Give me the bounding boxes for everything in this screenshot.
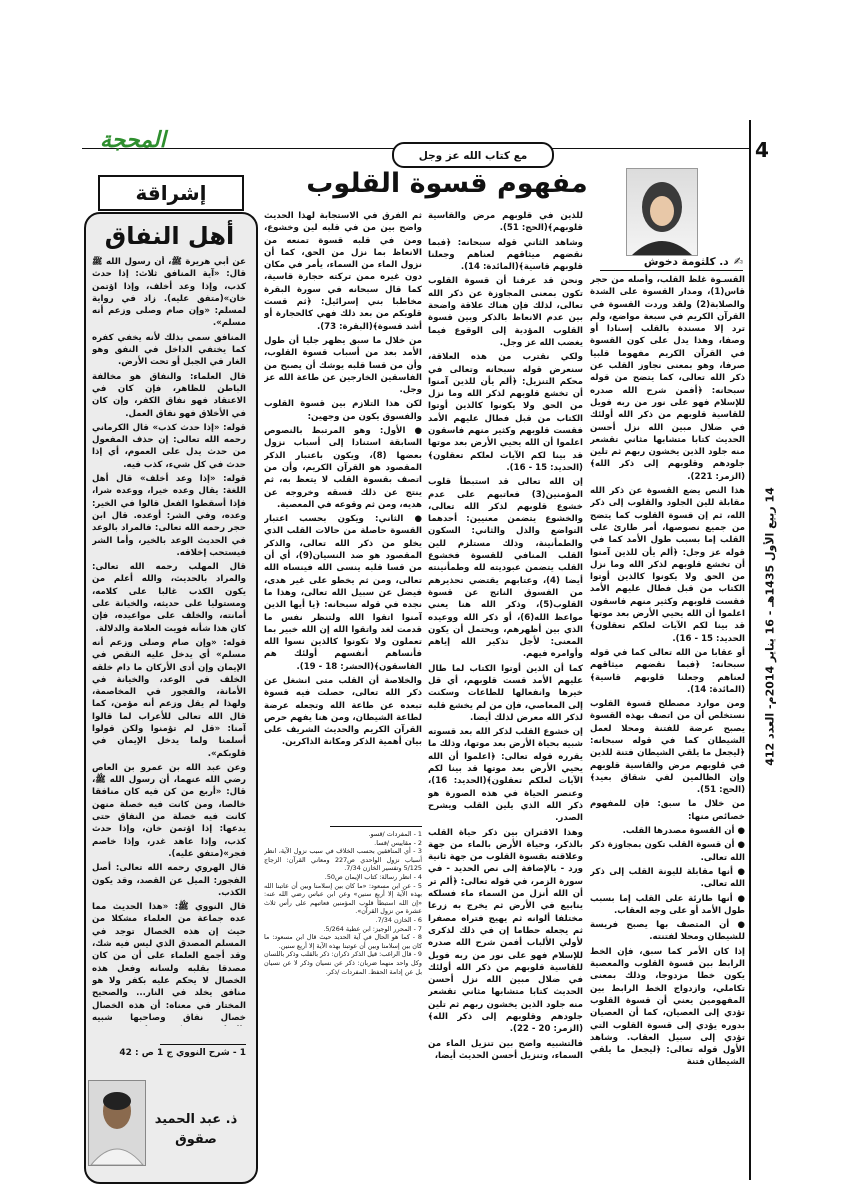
paragraph: من خلال ما سبق يظهر جليا أن طول الأمد بعد من أسباب قسوة القلوب، وأن من قسا قلبه يوشك أن يصبح من الفاسقين الخارجين عن طاعة الله عز وجل. bbox=[264, 335, 422, 396]
sidebar-footnote: 1 - شرح النووي ج 1 ص : 42 bbox=[119, 1048, 246, 1058]
sidebar-paragraph: قوله: «إذا وعد أخلف» قال أهل اللغة: يقال وعده خيرا، ووعده شرا، فإذا أسقطوا الفعل قالوا في الخير: وعده، وفي الشر: أوعده. قال ابن حجر رحمه الله تعالى: فالمراد بالوعد في الحديث الوعد بالخير، وأما الشر فيستحب إخلافه. bbox=[92, 474, 246, 558]
sidebar-paragraph: قوله: «إذا حدث كذب» قال الكرماني رحمه الله تعالى: إن حذف المفعول من حدث يدل على العموم، أي إذا حدث في كل شيء، كذب فيه. bbox=[92, 422, 246, 470]
paragraph: ومن موارد مصطلح قسوة القلوب نستخلص أن من اتصف بهذه القسوة يصبح عرضة للفتنة ومحلا لعمل الشيطان كما في قوله سبحانه: ﴿ليجعل ما يلقي الشيطان فتنة للذين في قلوبهم مرض والقاسية قلوبهم وإن الظالمين لفي شقاق بعيد﴾(الحج: 51). bbox=[590, 699, 745, 796]
sidebar-paragraph: المنافق سمي بذلك لأنه يخفي كفره كما يختفي الداخل في النفق وهو الغار في الجبل أو تحت الأرض. bbox=[92, 332, 246, 368]
author-byline bbox=[600, 250, 743, 271]
sidebar-paragraph: قال النووي ﷺ: «هذا الحديث مما عده جماعة من العلماء مشكلا من حيث إن هذه الخصال توجد في المسلم المصدق الذي ليس فيه شك، وقد أجمع العلماء على أن من كان مصدقا بقلبه ولسانه وفعل هذه الخصال لا يحكم عليه بكفر ولا هو منافق يخلد في النار... والصحيح المختار في معناه: أن هذه الخصال خصال نفاق وصاحبها شبيه bbox=[92, 902, 246, 1023]
page-rule-vertical bbox=[749, 120, 751, 1180]
sidebar-title: أهل النفاق bbox=[104, 222, 235, 250]
list-item: ● أن المتصف بها يصبح فريسة للشيطان ومحلا لفتنته. bbox=[590, 920, 745, 943]
sidebar-paragraph: قال العلماء: والنفاق هو مخالفة الباطن للظاهر، فإن كان في الاعتقاد فهو نفاق الكفر، وإن كان في الأخلاق فهو نفاق العمل. bbox=[92, 371, 246, 419]
list-item: ● أن قسوة القلب تكون بمجاوزة ذكر الله تعالى. bbox=[590, 840, 745, 863]
paragraph: فالتشبيه واضح بين تنزيل الماء من السماء، وتنزيل أحسن الحديث أيضا، bbox=[428, 1038, 583, 1061]
paragraph: كما أن الذين أوتوا الكتاب لما طال عليهم الأمد قست قلوبهم، أي قل خيرها وانفعالها للطاعات وسكنت إلى المعاصي، فإن من لم يخشع قلبه لذكر الله معرض لذلك أيضا. bbox=[428, 663, 583, 723]
section-label: المحجة bbox=[100, 128, 166, 153]
paragraph: ونحن قد عرفنا أن قسوة القلوب تكون بمعنى المجاوزة عن ذكر الله تعالى، لذلك فإن هناك علاقة واضحة بين عدم الانعاظ بالذكر وبين قسوة القلوب المؤدية إلى الوقوع فيما يغضب الله عز وجل. bbox=[428, 276, 583, 348]
paragraph: هذا النص يضع القسوة عن ذكر الله مقابلة للين الجلود والقلوب إلى ذكر الله، ثم إن قسوة القلوب كما يتضح من جميع نصوصها، أمر طارئ على القلب إما بسبب طول الأمد كما في قوله عز وجل: ﴿ألم يأن للذين آمنوا أن تخشع قلوبهم لذكر الله وما نزل من الحق ولا يكونوا كالذين أوتوا الكتاب من قبل فطال عليهم الأمد فقست قلوبهم وكثير منهم فاسقون اعلموا أن الله يحيي الأرض بعد موتها قد بينا لكم الآيات لعلكم تعقلون﴾ الحديد: 15 - 16). bbox=[590, 486, 745, 644]
sidebar-author-photo bbox=[88, 1080, 146, 1166]
paragraph: والخلاصة أن القلب متى انشغل عن ذكر الله تعالى، حصلت فيه قسوة تبعده عن طاعة الله وتجعله عرضة لطاعة الشيطان، ومن هنا يفهم حرص القرآن الكريم والحديث الشريف على بيان أهمية الذكر ومكانة الذاكرين. bbox=[264, 675, 422, 748]
footnotes-rule bbox=[330, 826, 422, 827]
series-banner bbox=[392, 142, 554, 168]
sidebar-paragraph: قال المهلب رحمه الله تعالى: والمراد بالحديث، والله أعلم من يكون الكذب غالبا على كلامه، ومستوليا على حديثه، والخيانة على أمانته، والخلف على مواعيده، فإن كان هذا شأنه فويت العلامة والدلالة. bbox=[92, 562, 246, 634]
list-item: ● أن القسوة مصدرها القلب. bbox=[622, 826, 745, 837]
list-item: ● الثاني: ويكون بحسب اعتبار القسوة حاصلة من حالات القلب الذي يخلو من ذكر الله تعالى، والذكر المقصود هو ضد النسيان(9)، أي أن من قسا قلبه ينسى الله فينساه الله تعالى، ومن ثم يخطو على غير هدى، فيضل عن سبيل الله تعالى، وهذا ما نجده في قوله سبحانه: ﴿يا أيها الذين آمنوا اتقوا الله ولتنظر نفس ما قدمت لغد واتقوا الله إن الله خبير بما تعملون ولا تكونوا كالذين نسوا الله فأنساهم أنفسهم أولئك هم الفاسقون﴾(الحشر: 18 - 19). bbox=[264, 514, 422, 672]
page-number: 4 bbox=[755, 138, 769, 162]
article-column-3 bbox=[264, 210, 422, 820]
article-column-2 bbox=[428, 210, 583, 1185]
paragraph: للذين في قلوبهم مرض والقاسية قلوبهم﴾(الحج: 51). bbox=[428, 211, 583, 234]
portrait-icon bbox=[627, 169, 697, 255]
sidebar-logo: إشراقة bbox=[135, 181, 207, 205]
paragraph: القسـوة غلظ القلب، وأصله من حجر قاس(1)، ومدار القسوة على الشدة والصلابة(2) ولقد وردت القسوة في القرآن الكريم في سبعة مواضع، ولم ترد إلا مسندة بالقلب إسنادا أو وصفا، وهذا يدل على كون القسوة في القرآن الكريم مفهوما قلبيا صرفا، وهو بمعنى نجاوز القلب عن ذكر الله تعالى، كما يتضح من قوله سبحانه: ﴿أفمن شرح الله صدره للإسلام فهو على نور من ربه فويل للقاسية قلوبهم من ذكر الله أولئك في ضلال مبين الله نزل أحسن الحديث كتابا متشابها مثاني تقشعر منه جلود الذين يخشون ربهم ثم تلين جلودهم وقلوبهم إلى ذكر الله﴾(الزمر: 221). bbox=[590, 275, 745, 482]
list-item: ● أنها مقابلة لليونة القلب إلى ذكر الله تعالى. bbox=[590, 866, 745, 890]
paragraph: ثم الفرق في الاستجابة لهذا الحديث واضح بين من في قلبه لين وخشوع، ومن في قلبه قسوة تمنعه من الانعاظ بما نزل من الحق، كما أن نزول الماء من السماء، يأمر في مكان دون غيره ممن تركته حجارة قاسية، كما قال سبحانه في سورة البقرة مخاطبا بني إسرائيل: ﴿ثم قست قلوبكم من بعد ذلك فهي كالحجارة أو أشد قسوة﴾(البقرة: 73). bbox=[264, 211, 422, 332]
paragraph: إن خشوع القلب لذكر الله بعد قسوته شبيه بحياة الأرض بعد موتها، وذلك ما يقرره قوله تعالى: ﴿اعلموا أن الله يحيي الأرض بعد موتها قد بينا لكم الآيات لعلكم تعقلون﴾(الحديد: 16)، وعنصر الحياة في هذه الصورة هو ذكر الله الذي يلين القلب ويشرح الصدر. bbox=[428, 727, 583, 824]
sidebar-paragraph: عن أبي هريرة ﷺ، أن رسول الله ﷺ قال: «آية المنافق ثلاث: إذا حدث كذب، وإذا وعد أخلف، وإذا اؤتمن خان»(متفق عليه). زاد في رواية لمسلم: «وإن صام وصلى وزعم أنه مسلم». bbox=[92, 257, 246, 329]
list-item: ● الأول: وهو المرتبط بالنصوص السابقة استنادا إلى أسباب نزول بعضها (8)، ويكون باعتبار الذكر المقصود هو القرآن الكريم، وأن من اتصف بقسوة القلب لا يتعظ به، ثم ينتج عن ذلك فسقه وخروجه عن هديه، ومن ثم وقوعه في المعصية. bbox=[264, 426, 422, 510]
main-title: مفهوم قسوة القلوب bbox=[306, 168, 588, 199]
sidebar-paragraph: قوله: «وإن صام وصلى وزعم أنه مسلم» أي يدخل عليه النقص في الإيمان وإن أدى الأركان ما دام خلقه الخلف في الوعد، والخيانة في الأمانة، والفجور في المخاصمة، ولهذا لم يقل وزعم أنه مؤمن، كما قال الله تعالى للأعراب لما قالوا آمنا: «قل لم تؤمنوا ولكن قولوا أسلمنا ولما يدخل الإيمان في قلوبكم». bbox=[92, 637, 246, 759]
sidebar-paragraph: وعن عبد الله بن عمرو بن العاص رضي الله عنهما، أن رسول الله ﷺ، قال: «أربع من كن فيه كان منافقا خالصا، ومن كانت فيه خصلة منهن كانت فيه خصلة من النفاق حتى يدعها: إذا اؤتمن خان، وإذا حدث كذب، وإذا عاهد غدر، وإذا خاصم فجر»(متفق عليه). bbox=[92, 762, 246, 859]
pen-icon: ✍ bbox=[733, 255, 743, 268]
paragraph: وهذا الاقتران بين ذكر حياة القلب بالذكر، وحياة الأرض بالماء من جهة وعلاقته بقسوة القلوب من جهة ثانية ورد - بالإضافة إلى نص الحديد - في سورة الزمر، في قوله تعالى: ﴿ألم تر أن الله أنزل من السماء ماء فسلكه ينابيع في الأرض ثم يخرج به زرعا مختلفا ألوانه ثم يهيج فتراه مصفرا ثم يجعله حطاما إن في ذلك لذكرى لأولي الألباب أفمن شرح الله صدره للإسلام فهو على نور من ربه فويل للقاسية قلوبهم من ذكر الله أولئك في ضلال مبين الله نزل أحسن الحديث كتابا متشابها مثاني تقشعر منه جلود الذين يخشون ربهم ثم تلين جلودهم وقلوبهم إلى ذكر الله﴾(الزمر: 20 - 22). bbox=[428, 827, 583, 1035]
paragraph: أو عقابا من الله تعالى كما في قوله سبحانه: ﴿فبما نقضهم ميثاقهم لعناهم وجعلنا قلوبهم قاسية﴾ (المائدة: 14). bbox=[590, 647, 745, 695]
paragraph: وشاهد الثاني قوله سبحانه: ﴿فبما نقضهم ميثاقهم لعناهم وجعلنا قلوبهم قاسية﴾(المائدة: 14). bbox=[428, 237, 583, 273]
paragraph: لكن هذا التلازم بين قسوة القلوب والفسوق يكون من وجهين: bbox=[264, 399, 422, 422]
series-banner-text: مع كتاب الله عز وجل bbox=[418, 150, 528, 162]
paragraph: ولكي نقترب من هذه العلاقة، سنعرض قوله سبحانه وتعالى في محكم التنزيل: ﴿ألم يأن للذين آمنوا أن تخشع قلوبهم لذكر الله وما نزل من الحق ولا يكونوا كالذين أوتوا الكتاب من قبل فطال عليهم الأمد فقست قلوبهم وكثير منهم فاسقون اعلموا أن الله يحيي الأرض بعد موتها قد بينا لكم الآيات لعلكم تعقلون﴾ (الحديد: 15 - 16). bbox=[428, 352, 583, 473]
portrait-icon bbox=[89, 1081, 145, 1165]
paragraph: إن الله تعالى قد استبطأ قلوب المؤمنين(3) فعاتبهم على عدم خشوع قلوبهم لذكر الله تعالى، والخشوع يتضمن معنيين: أحدهما التواضع والذل والثاني: السكون والطمأنينة، وذلك مستلزم للين القلب المنافي للقسوة فخشوع القلب يتضمن عبوديته لله وطمأنينته أيضا (4)، وعتابهم يقتضي تحذيرهم من الفسوق الناتج عن قسوة القلوب(5)، وذكر الله هنا يعني مواعظ الله(6)، أو ذكر الله ووعيده الذي بين أظهرهم، ويحتمل أن يكون المعنى: لأجل تذكير الله إياهم وأوامره فيهم. bbox=[428, 477, 583, 660]
paragraph: إذا كان الأمر كما سبق، فإن الخط الرابط بين قسوة القلوب والمعصية يكون خطا مزدوجا، وذلك بمعنى تكاملي، وازدواج الخط الرابط بين المفهومين يعني أن قسوة القلوب تؤدي إلى العصيان، كما أن العصيان بدوره يؤدي إلى قسوة القلوب التي تؤدي إلى سبيل العقاب. وشاهد الأول قوله تعالى: ﴿ليجعل ما يلقي الشيطان فتنة bbox=[590, 946, 745, 1068]
sidebar-paragraph: قال الهروي رحمه الله تعالى: أصل الفجور: الميل عن القصد، وقد يكون الكذب. bbox=[92, 863, 246, 898]
author-name: د. كلثومة دخوش bbox=[643, 256, 729, 268]
sidebar-text bbox=[92, 256, 246, 1026]
article-column-1 bbox=[590, 274, 745, 1184]
sidebar-author: ذ. عبد الحميد صقوق bbox=[154, 1112, 238, 1147]
paragraph: من خلال ما سبق: فإن للمفهوم خصائص منها: bbox=[590, 799, 745, 822]
footnotes: 1 - المفردات /قسو. 2 - مقاييس /قسا. 3 - أي المنافقين بحسب الخلاف في سبب نزول الآية، انظر أسباب نزول الواحدي ص227 ومعاني القرآن: الزجاج 5/125 وتفسير الخازن 7/34. 4 - انظر رسالة: كتاب الإيمان ص50. 5 - عن ابن مسعود: «ما كان بين إسلامنا وبين أن عاتبنا الله بهذه الآية إلا أربع سنين» وعن ابن عباس رضي الله عنه: «إن الله استبطأ قلوب المؤمنين فعاتبهم على رأس ثلاث عشرة من نزول القرآن». 6 - الخازن 7/34. 7 - المحرر الوجيز: ابن عطية 5/264. 8 - كما هو الحال في آية الحديد حيث قال ابن مسعود: ما كان بين إسلامنا وبين أن عوتبنا بهذه الآية إلا أربع سنين. 9 - قال الراغب: قيل الذكر ذكران: ذكر بالقلب وذكر باللسان وكل واحد منهما ضربان: ذكر عن نسيان وذكر لا عن نسيان بل عن إدامة الحفظ. المفردات /ذكر. bbox=[264, 830, 422, 976]
sidebar-footnote-rule bbox=[160, 1044, 246, 1045]
author-photo bbox=[626, 168, 698, 256]
sidebar-logo-box bbox=[98, 175, 244, 211]
list-item: ● أنها طارئة على القلب إما بسبب طول الأمد أو على وجه العقاب. bbox=[590, 893, 745, 916]
issue-date-header: 14 ربيع الأول 1435هـ - 16 يناير 2014م- العدد 412 bbox=[763, 487, 777, 766]
